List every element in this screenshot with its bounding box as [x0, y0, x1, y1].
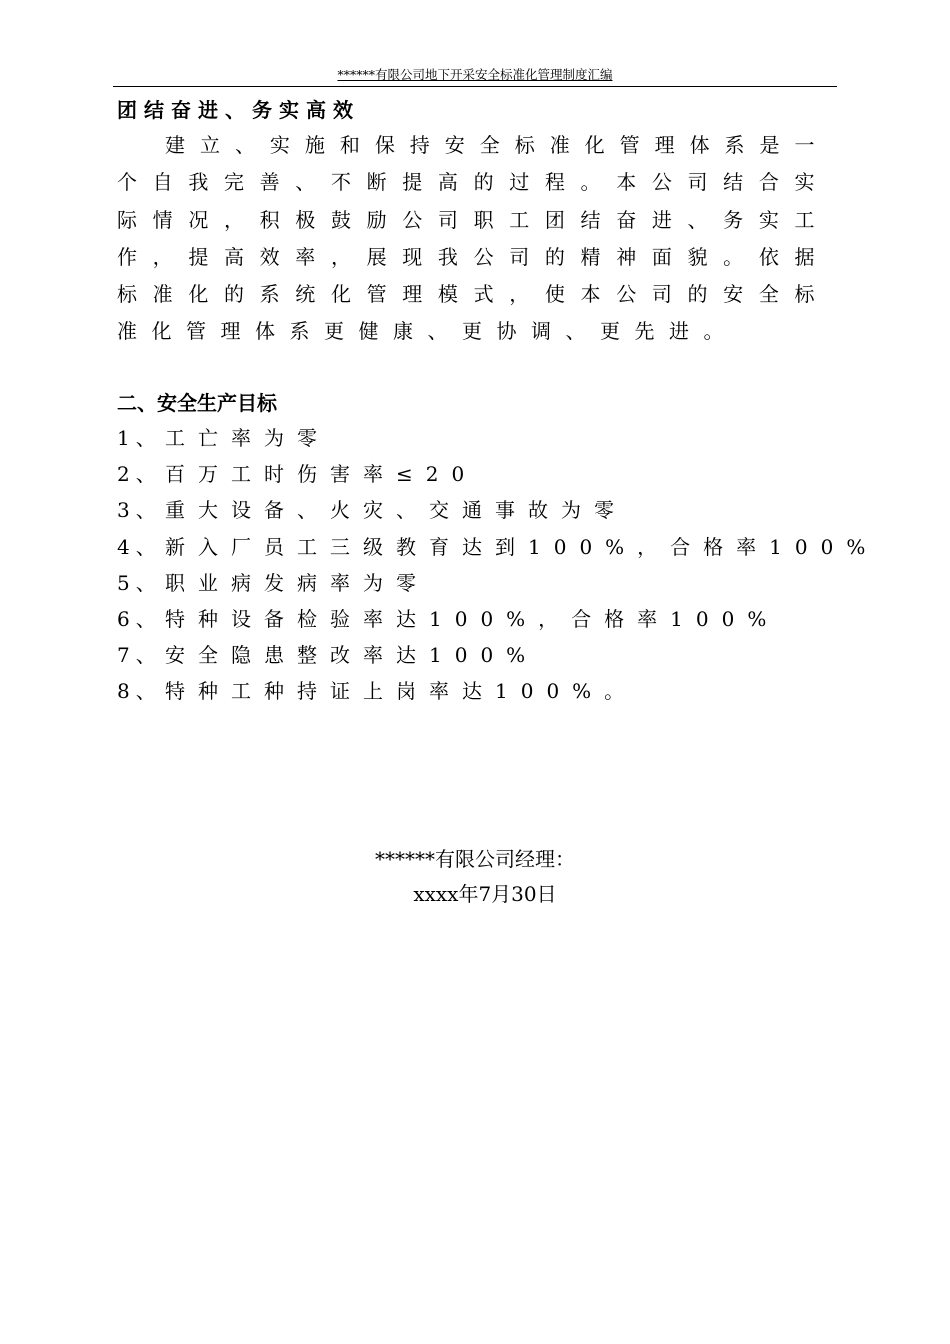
page-header: [113, 66, 837, 87]
goal-text: 特种工种持证上岗率达100%。: [165, 679, 638, 704]
goal-text: 安全隐患整改率达100%: [165, 643, 539, 668]
goal-number: 5、: [117, 570, 162, 595]
goal-item: [117, 601, 829, 637]
signature-company: ******有限公司经理：: [375, 847, 575, 871]
goal-item: [117, 529, 879, 565]
goal-text: 特种设备检验率达100%，合格率100%: [165, 606, 780, 631]
goal-text: 重大设备、火灾、交通事故为零: [165, 498, 627, 523]
goal-text: 新入厂员工三级教育达到100%，合格率100%: [165, 534, 879, 559]
goal-number: 1、: [117, 426, 162, 450]
goal-number: 8、: [117, 679, 162, 704]
goal-number: 7、: [117, 643, 162, 668]
intro-paragraph: 建立、实施和保持安全标准化管理体系是一个自我完善、不断提高的过程。本公司结合实际情况，积极鼓励公司职工团结奋进、务实工作，提高效率，展现我公司的精神面貌。依据标准化的系统化管理模式，使本公司的安全标准化管理体系更健康、更协调、更先进。: [117, 133, 829, 344]
goal-item: [117, 456, 829, 492]
goal-item: [117, 673, 829, 709]
signature-block: [0, 842, 950, 912]
goal-number: 4、: [117, 534, 162, 559]
goal-item: [117, 637, 829, 673]
goal-item: [117, 420, 829, 456]
safety-goals-list: [117, 420, 879, 710]
goal-item: [117, 565, 829, 601]
goal-text: 百万工时伤害率≤20: [165, 462, 478, 487]
goal-text: 职业病发病率为零: [165, 570, 429, 595]
signature-date: xxxx年7月30日: [413, 882, 557, 906]
goal-item: [117, 492, 829, 528]
goal-number: 3、: [117, 498, 162, 523]
goal-number: 2、: [117, 462, 162, 487]
page-header-title: ******有限公司地下开采安全标准化管理制度汇编: [337, 67, 613, 82]
section-title: 团结奋进、务实高效: [117, 98, 360, 122]
goal-text: 工亡率为零: [165, 426, 330, 450]
goal-number: 6、: [117, 606, 162, 631]
safety-goals-heading: 二、安全生产目标: [117, 391, 277, 415]
